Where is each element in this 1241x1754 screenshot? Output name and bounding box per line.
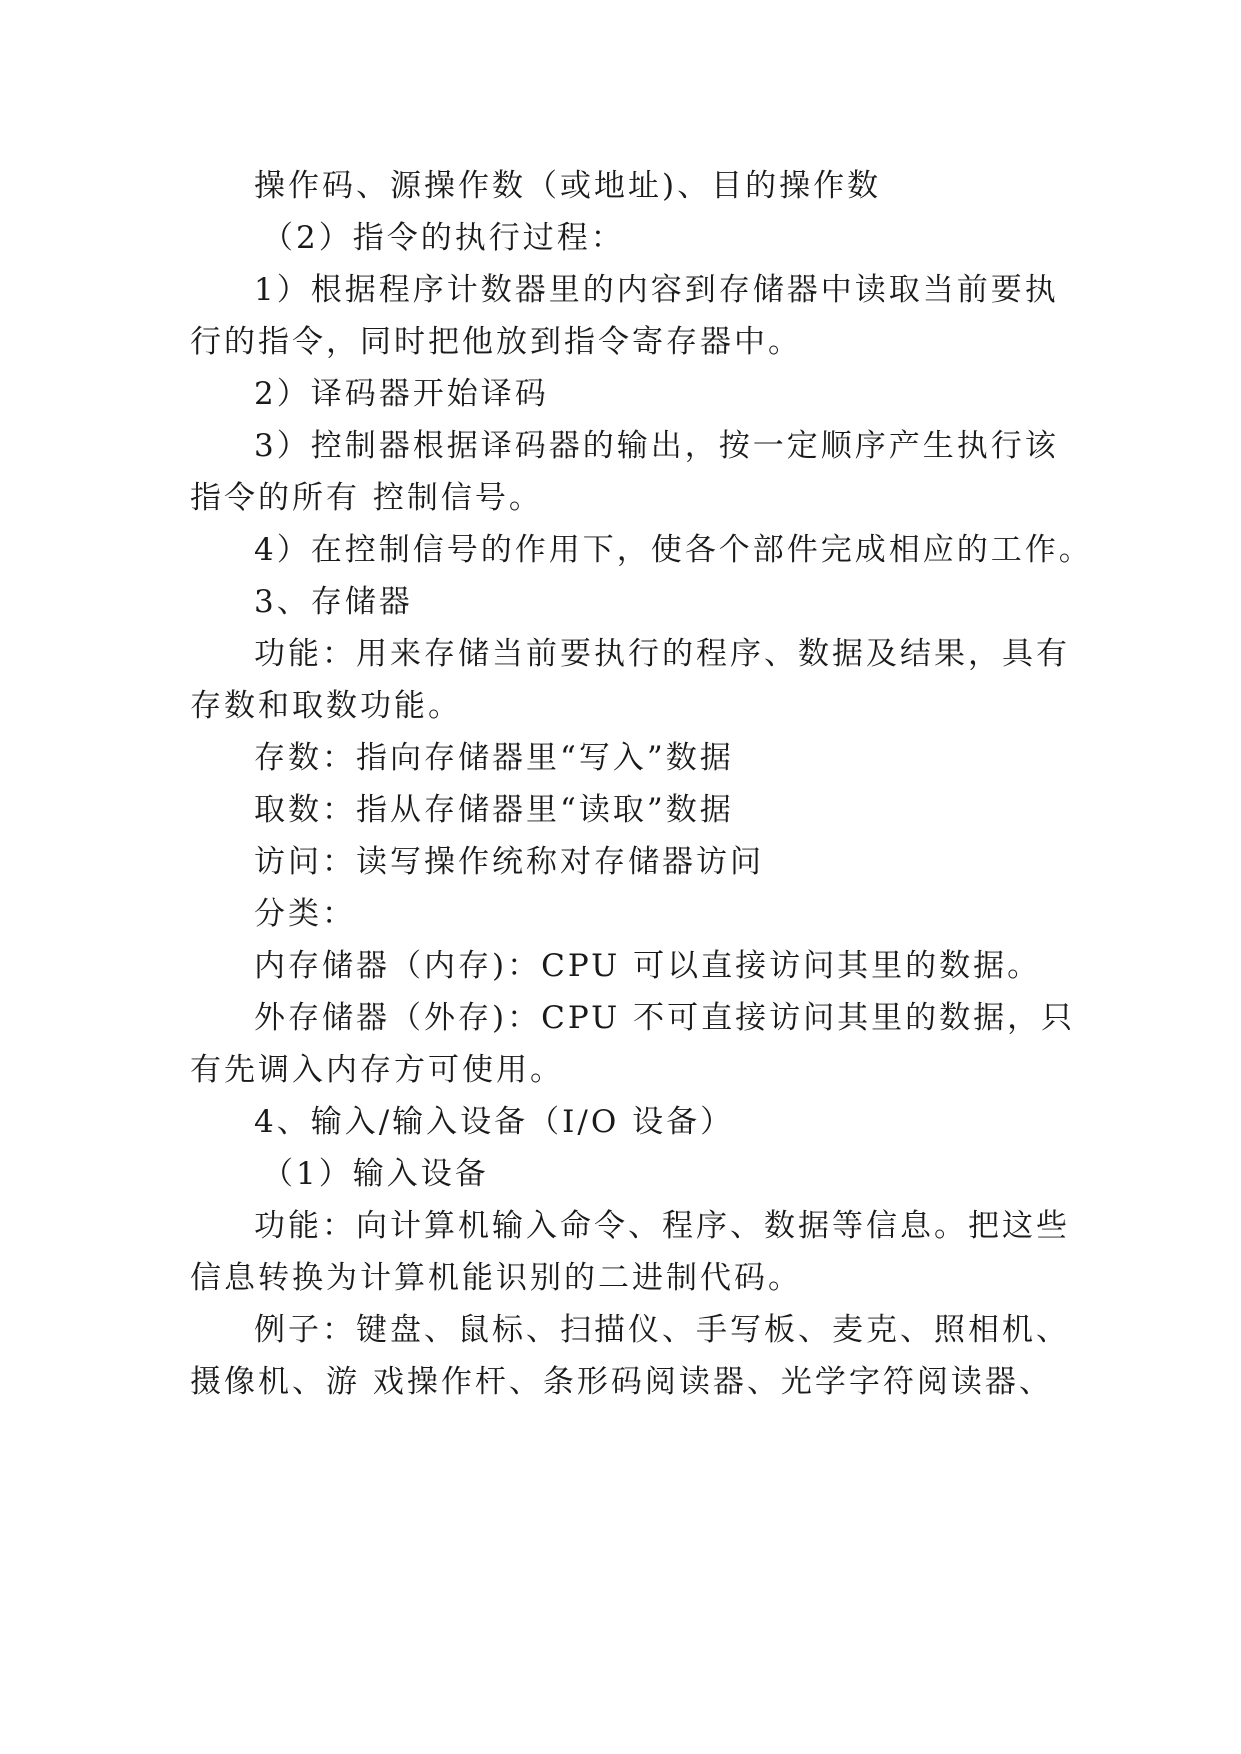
text-line-external-memory-cont: 有先调入内存方可使用。 [190,1052,564,1088]
text-line-step-4: 4）在控制信号的作用下，使各个部件完成相应的工作。 [254,532,1093,568]
text-line-input-function-cont: 信息转换为计算机能识别的二进制代码。 [190,1260,802,1296]
text-line-io-heading: 4、输入/输入设备（I/O 设备） [254,1104,735,1140]
text-line-fetch: 取数：指从存储器里“读取”数据 [254,792,734,828]
text-line-examples: 例子：键盘、鼠标、扫描仪、手写板、麦克、照相机、 [254,1312,1070,1348]
text-line-classification: 分类： [254,896,356,932]
text-line-examples-cont: 摄像机、游 戏操作杆、条形码阅读器、光学字符阅读器、 [190,1364,1053,1400]
text-line-operation-code: 操作码、源操作数（或地址)、目的操作数 [254,168,882,204]
text-line-step-3: 3）控制器根据译码器的输出，按一定顺序产生执行该 [254,428,1059,464]
text-line-execution-heading: （2）指令的执行过程： [262,220,625,256]
text-line-step-3-cont: 指令的所有 控制信号。 [190,480,543,516]
text-line-step-1-cont: 行的指令，同时把他放到指令寄存器中。 [190,324,802,360]
text-line-step-1: 1）根据程序计数器里的内容到存储器中读取当前要执 [254,272,1059,308]
text-line-input-device-heading: （1）输入设备 [262,1156,489,1192]
text-line-access: 访问：读写操作统称对存储器访问 [254,844,764,880]
text-line-store: 存数：指向存储器里“写入”数据 [254,740,734,776]
text-line-memory-function: 功能：用来存储当前要执行的程序、数据及结果，具有 [254,636,1070,672]
text-line-step-2: 2）译码器开始译码 [254,376,549,412]
text-line-internal-memory: 内存储器（内存)：CPU 可以直接访问其里的数据。 [254,948,1042,984]
text-line-memory-heading: 3、存储器 [254,584,413,620]
text-line-input-function: 功能：向计算机输入命令、程序、数据等信息。把这些 [254,1208,1070,1244]
text-line-external-memory: 外存储器（外存)：CPU 不可直接访问其里的数据，只 [254,1000,1076,1036]
text-line-memory-function-cont: 存数和取数功能。 [190,688,462,724]
